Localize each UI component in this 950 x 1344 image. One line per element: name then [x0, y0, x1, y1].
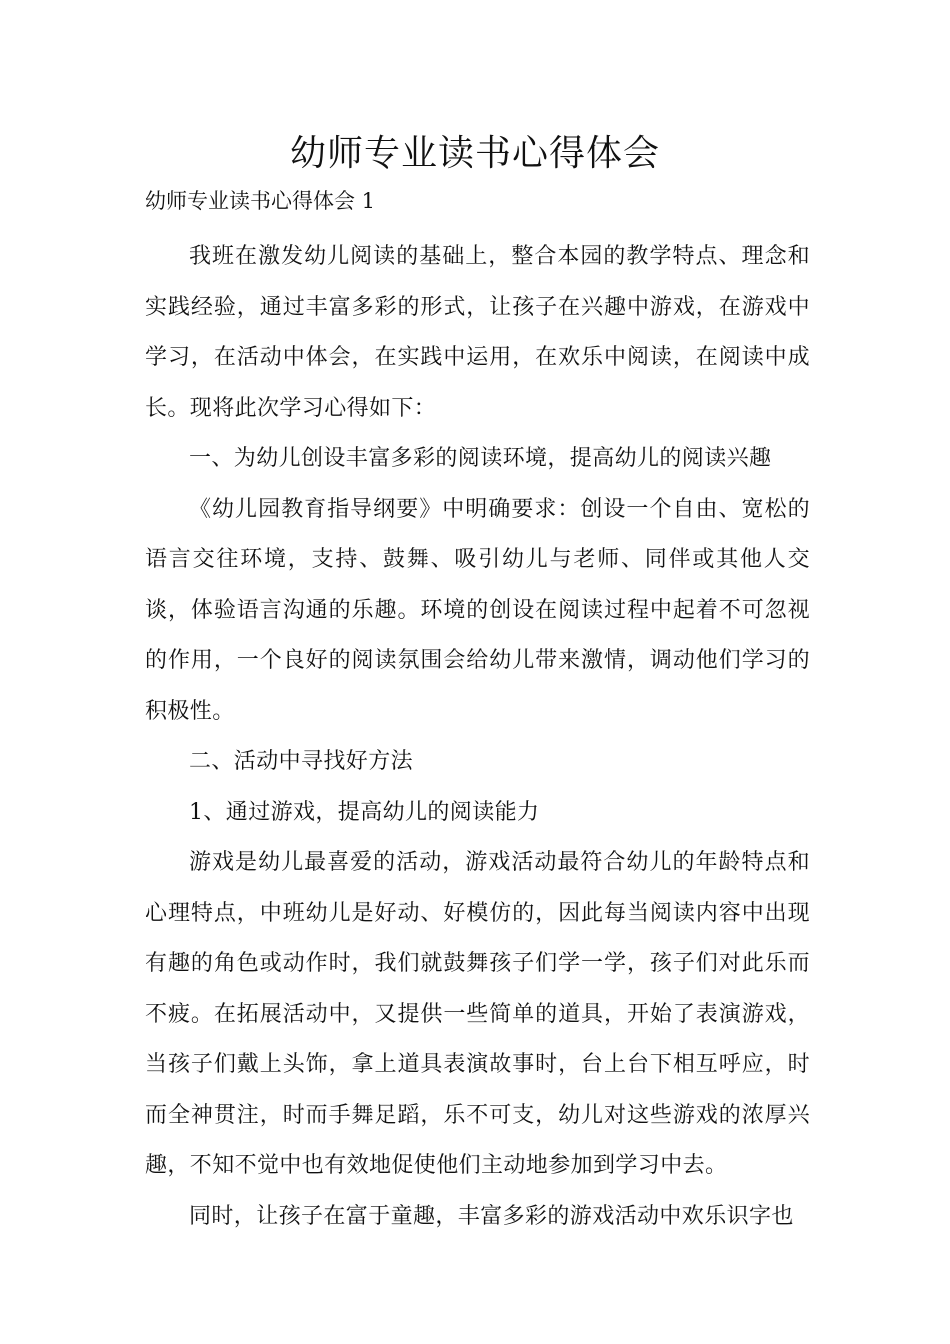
paragraph-games: 游戏是幼儿最喜爱的活动，游戏活动最符合幼儿的年龄特点和心理特点，中班幼儿是好动、好模仿的，因此每当阅读内容中出现有趣的角色或动作时，我们就鼓舞孩子们学一学，孩子们对此乐而不疲。在拓展活动中，又提供一些简单的道具，开始了表演游戏，当孩子们戴上头饰，拿上道具表演故事时，台上台下相互呼应，时而全神贯注，时而手舞足蹈，乐不可支，幼儿对这些游戏的浓厚兴趣，不知不觉中也有效地促使他们主动地参加到学习中去。: [145, 850, 810, 1178]
paragraph-intro: 我班在激发幼儿阅读的基础上，整合本园的教学特点、理念和实践经验，通过丰富多彩的形式，让孩子在兴趣中游戏，在游戏中学习，在活动中体会，在实践中运用，在欢乐中阅读，在阅读中成长。现将此次学习心得如下：: [145, 244, 810, 421]
document-subtitle: 幼师专业读书心得体会 1: [145, 189, 376, 213]
document-title: 幼师专业读书心得体会: [289, 133, 660, 174]
section-heading-1: 一、为幼儿创设丰富多彩的阅读环境，提高幼儿的阅读兴趣: [189, 446, 772, 471]
section-heading-2: 二、活动中寻找好方法: [189, 749, 414, 774]
paragraph-literacy: 同时，让孩子在富于童趣，丰富多彩的游戏活动中欢乐识字也: [189, 1203, 794, 1229]
document-body: [145, 232, 810, 1242]
subsection-heading-1: 1、通过游戏，提高幼儿的阅读能力: [189, 799, 540, 825]
paragraph-environment: 《幼儿园教育指导纲要》中明确要求：创设一个自由、宽松的语言交往环境，支持、鼓舞、吸引幼儿与老师、同伴或其他人交谈，体验语言沟通的乐趣。环境的创设在阅读过程中起着不可忽视的作用，一个良好的阅读氛围会给幼儿带来激情，调动他们学习的积极性。: [145, 496, 810, 724]
